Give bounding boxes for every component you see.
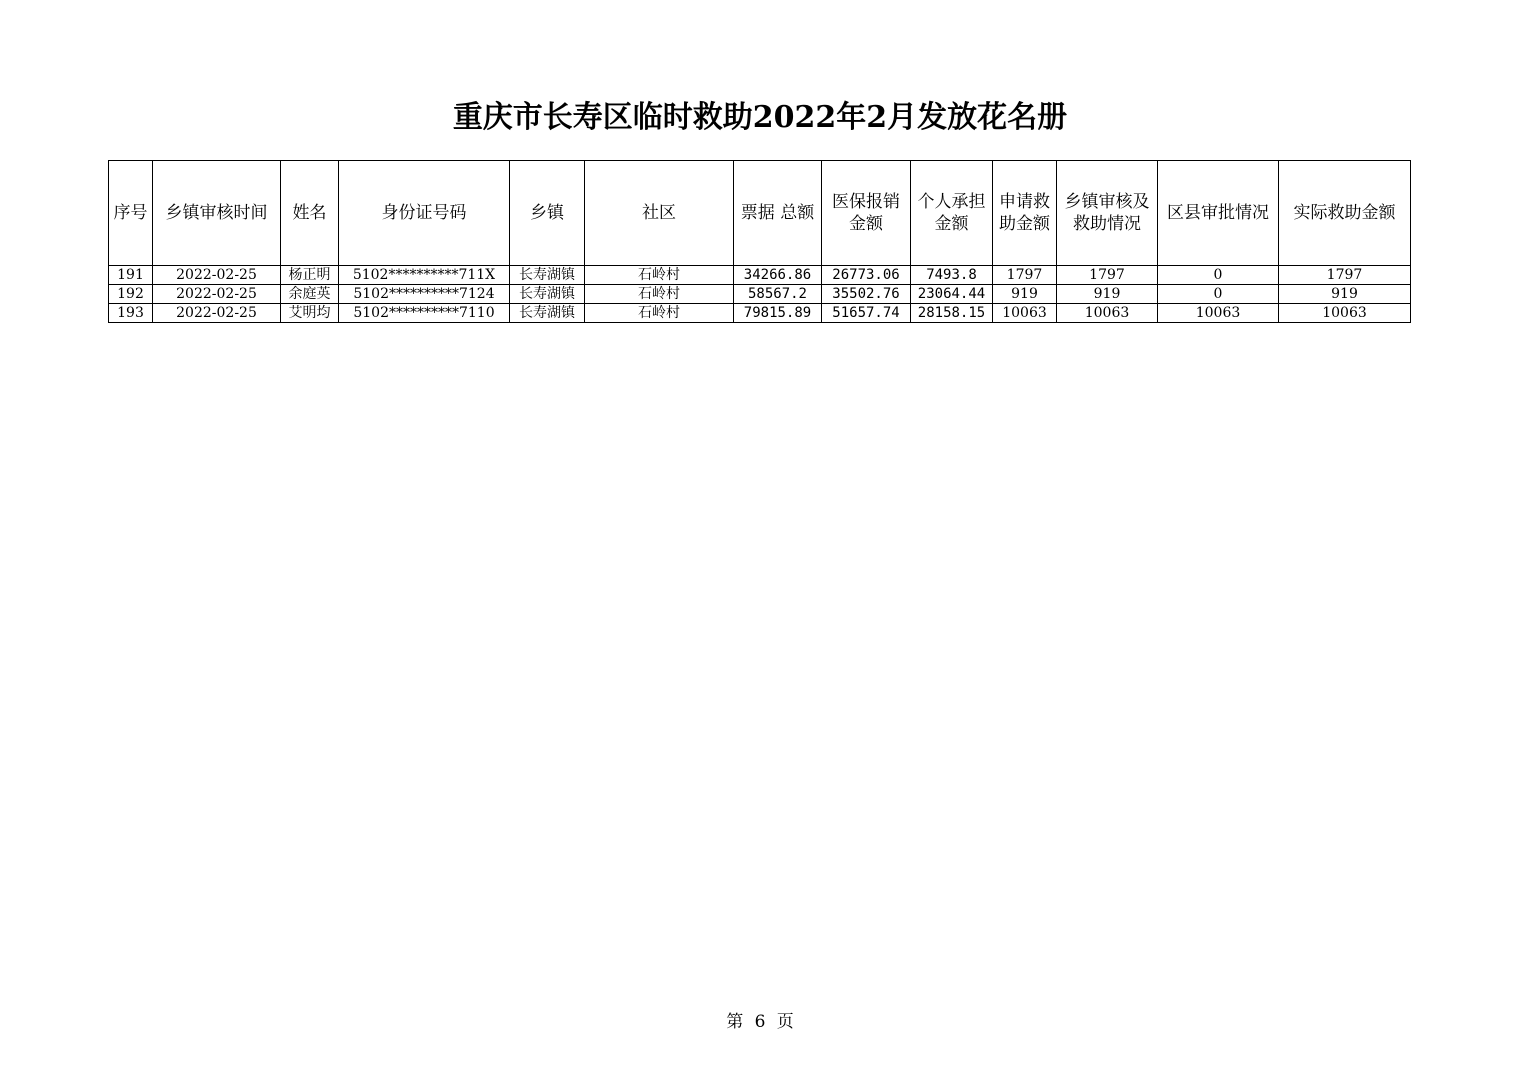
cell-community: 石岭村 bbox=[585, 304, 734, 323]
cell-community: 石岭村 bbox=[585, 266, 734, 285]
cell-town-review: 1797 bbox=[1057, 266, 1158, 285]
header-town: 乡镇 bbox=[510, 161, 585, 266]
header-requested-amount: 申请救 助金额 bbox=[993, 161, 1057, 266]
table-row bbox=[109, 266, 1411, 285]
cell-actual-amount: 919 bbox=[1279, 285, 1411, 304]
cell-town: 长寿湖镇 bbox=[510, 285, 585, 304]
table-header-row bbox=[109, 161, 1411, 266]
page-title: 重庆市长寿区临时救助2022年2月发放花名册 bbox=[452, 100, 1068, 135]
relief-roster-table bbox=[108, 160, 1411, 323]
cell-serial-no: 192 bbox=[109, 285, 153, 304]
page-number: 第 6 页 bbox=[726, 1012, 794, 1032]
header-name: 姓名 bbox=[281, 161, 339, 266]
cell-personal-share: 28158.15 bbox=[911, 304, 993, 323]
header-insurance-reimbursement: 医保报销 金额 bbox=[822, 161, 911, 266]
header-personal-share: 个人承担 金额 bbox=[911, 161, 993, 266]
cell-review-date: 2022-02-25 bbox=[153, 266, 281, 285]
cell-town: 长寿湖镇 bbox=[510, 266, 585, 285]
cell-actual-amount: 1797 bbox=[1279, 266, 1411, 285]
cell-id-number: 5102**********711X bbox=[339, 266, 510, 285]
cell-name: 余庭英 bbox=[281, 285, 339, 304]
cell-name: 杨正明 bbox=[281, 266, 339, 285]
cell-town-review: 10063 bbox=[1057, 304, 1158, 323]
cell-insurance-reimbursement: 51657.74 bbox=[822, 304, 911, 323]
cell-receipt-total: 58567.2 bbox=[734, 285, 822, 304]
cell-town-review: 919 bbox=[1057, 285, 1158, 304]
cell-receipt-total: 79815.89 bbox=[734, 304, 822, 323]
cell-serial-no: 191 bbox=[109, 266, 153, 285]
table-row bbox=[109, 304, 1411, 323]
header-serial-no: 序号 bbox=[109, 161, 153, 266]
header-town-review: 乡镇审核及 救助情况 bbox=[1057, 161, 1158, 266]
cell-requested-amount: 919 bbox=[993, 285, 1057, 304]
cell-id-number: 5102**********7124 bbox=[339, 285, 510, 304]
cell-insurance-reimbursement: 35502.76 bbox=[822, 285, 911, 304]
header-id-number: 身份证号码 bbox=[339, 161, 510, 266]
cell-review-date: 2022-02-25 bbox=[153, 304, 281, 323]
cell-community: 石岭村 bbox=[585, 285, 734, 304]
header-actual-amount: 实际救助金额 bbox=[1279, 161, 1411, 266]
cell-insurance-reimbursement: 26773.06 bbox=[822, 266, 911, 285]
cell-district-approval: 0 bbox=[1158, 285, 1279, 304]
cell-personal-share: 7493.8 bbox=[911, 266, 993, 285]
header-district-approval: 区县审批情况 bbox=[1158, 161, 1279, 266]
cell-personal-share: 23064.44 bbox=[911, 285, 993, 304]
cell-actual-amount: 10063 bbox=[1279, 304, 1411, 323]
header-community: 社区 bbox=[585, 161, 734, 266]
cell-district-approval: 10063 bbox=[1158, 304, 1279, 323]
cell-receipt-total: 34266.86 bbox=[734, 266, 822, 285]
cell-review-date: 2022-02-25 bbox=[153, 285, 281, 304]
cell-id-number: 5102**********7110 bbox=[339, 304, 510, 323]
header-review-date: 乡镇审核时间 bbox=[153, 161, 281, 266]
header-receipt-total: 票据 总额 bbox=[734, 161, 822, 266]
cell-requested-amount: 1797 bbox=[993, 266, 1057, 285]
cell-name: 艾明均 bbox=[281, 304, 339, 323]
cell-requested-amount: 10063 bbox=[993, 304, 1057, 323]
cell-serial-no: 193 bbox=[109, 304, 153, 323]
table-row bbox=[109, 285, 1411, 304]
cell-town: 长寿湖镇 bbox=[510, 304, 585, 323]
cell-district-approval: 0 bbox=[1158, 266, 1279, 285]
